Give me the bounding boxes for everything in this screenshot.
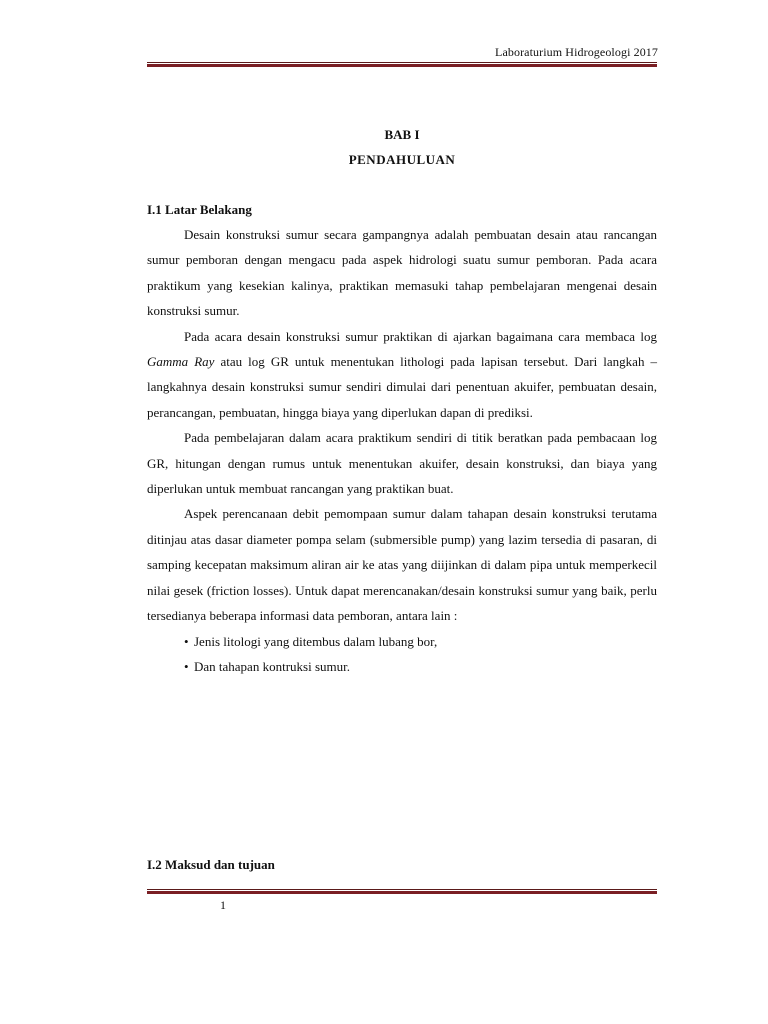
body-text	[147, 222, 657, 679]
section-heading-maksud-dan-tujuan: I.2 Maksud dan tujuan	[147, 857, 275, 872]
list-item	[147, 629, 657, 654]
paragraph-2	[147, 324, 657, 426]
bullet-list	[147, 629, 657, 680]
gamma-ray-term: Gamma Ray	[147, 354, 215, 370]
running-header: Laboraturium Hidrogeologi 2017	[495, 45, 658, 59]
footer-rule	[147, 889, 657, 894]
list-item-text: Jenis litologi yang ditembus dalam lubang bor,	[194, 633, 438, 649]
paragraph-1: Desain konstruksi sumur secara gampangnya adalah pembuatan desain atau rancangan sumur pemboran dengan mengacu pada aspek hidrologi suatu sumur pemboran. Pada acara praktikum yang kesekian kalinya, praktikan memasuki tahap pembelajaran mengenai desain konstruksi sumur.	[147, 227, 657, 319]
paragraph-4: Aspek perencanaan debit pemompaan sumur dalam tahapan desain konstruksi terutama ditinjau atas dasar diameter pompa selam (submersible pump) yang lazim tersedia di pasaran, di samping kecepatan maksimum aliran air ke atas yang diijinkan di dalam pipa untuk memperkecil nilai gesek (friction losses). Untuk dapat merencanakan/desain konstruksi sumur yang baik, perlu tersedianya beberapa informasi data pemboran, antara lain :	[147, 506, 657, 624]
list-item	[147, 654, 657, 679]
paragraph-2-before: Pada acara desain konstruksi sumur praktikan di ajarkan bagaimana cara membaca log	[184, 328, 657, 344]
chapter-title: PENDAHULUAN	[348, 152, 456, 167]
section-heading-latar-belakang: I.1 Latar Belakang	[147, 202, 252, 217]
chapter-number: BAB I	[384, 127, 420, 142]
paragraph-3: Pada pembelajaran dalam acara praktikum sendiri di titik beratkan pada pembacaan log GR, hitungan dengan rumus untuk menentukan akuifer, desain konstruksi, dan biaya yang diperlukan untuk membuat rancangan yang praktikan buat.	[147, 430, 657, 497]
bullet-icon: •	[184, 633, 189, 649]
list-item-text: Dan tahapan kontruksi sumur.	[194, 658, 350, 674]
header-rule	[147, 62, 657, 67]
page-number: 1	[220, 898, 226, 912]
paragraph-2-after: atau log GR untuk menentukan lithologi pada lapisan tersebut. Dari langkah – langkahnya desain konstruksi sumur sendiri dimulai dari penentuan akuifer, pembuatan desain, perancangan, pembuatan, hingga biaya yang diperlukan dapan di prediksi.	[147, 354, 657, 420]
bullet-icon: •	[184, 658, 189, 674]
